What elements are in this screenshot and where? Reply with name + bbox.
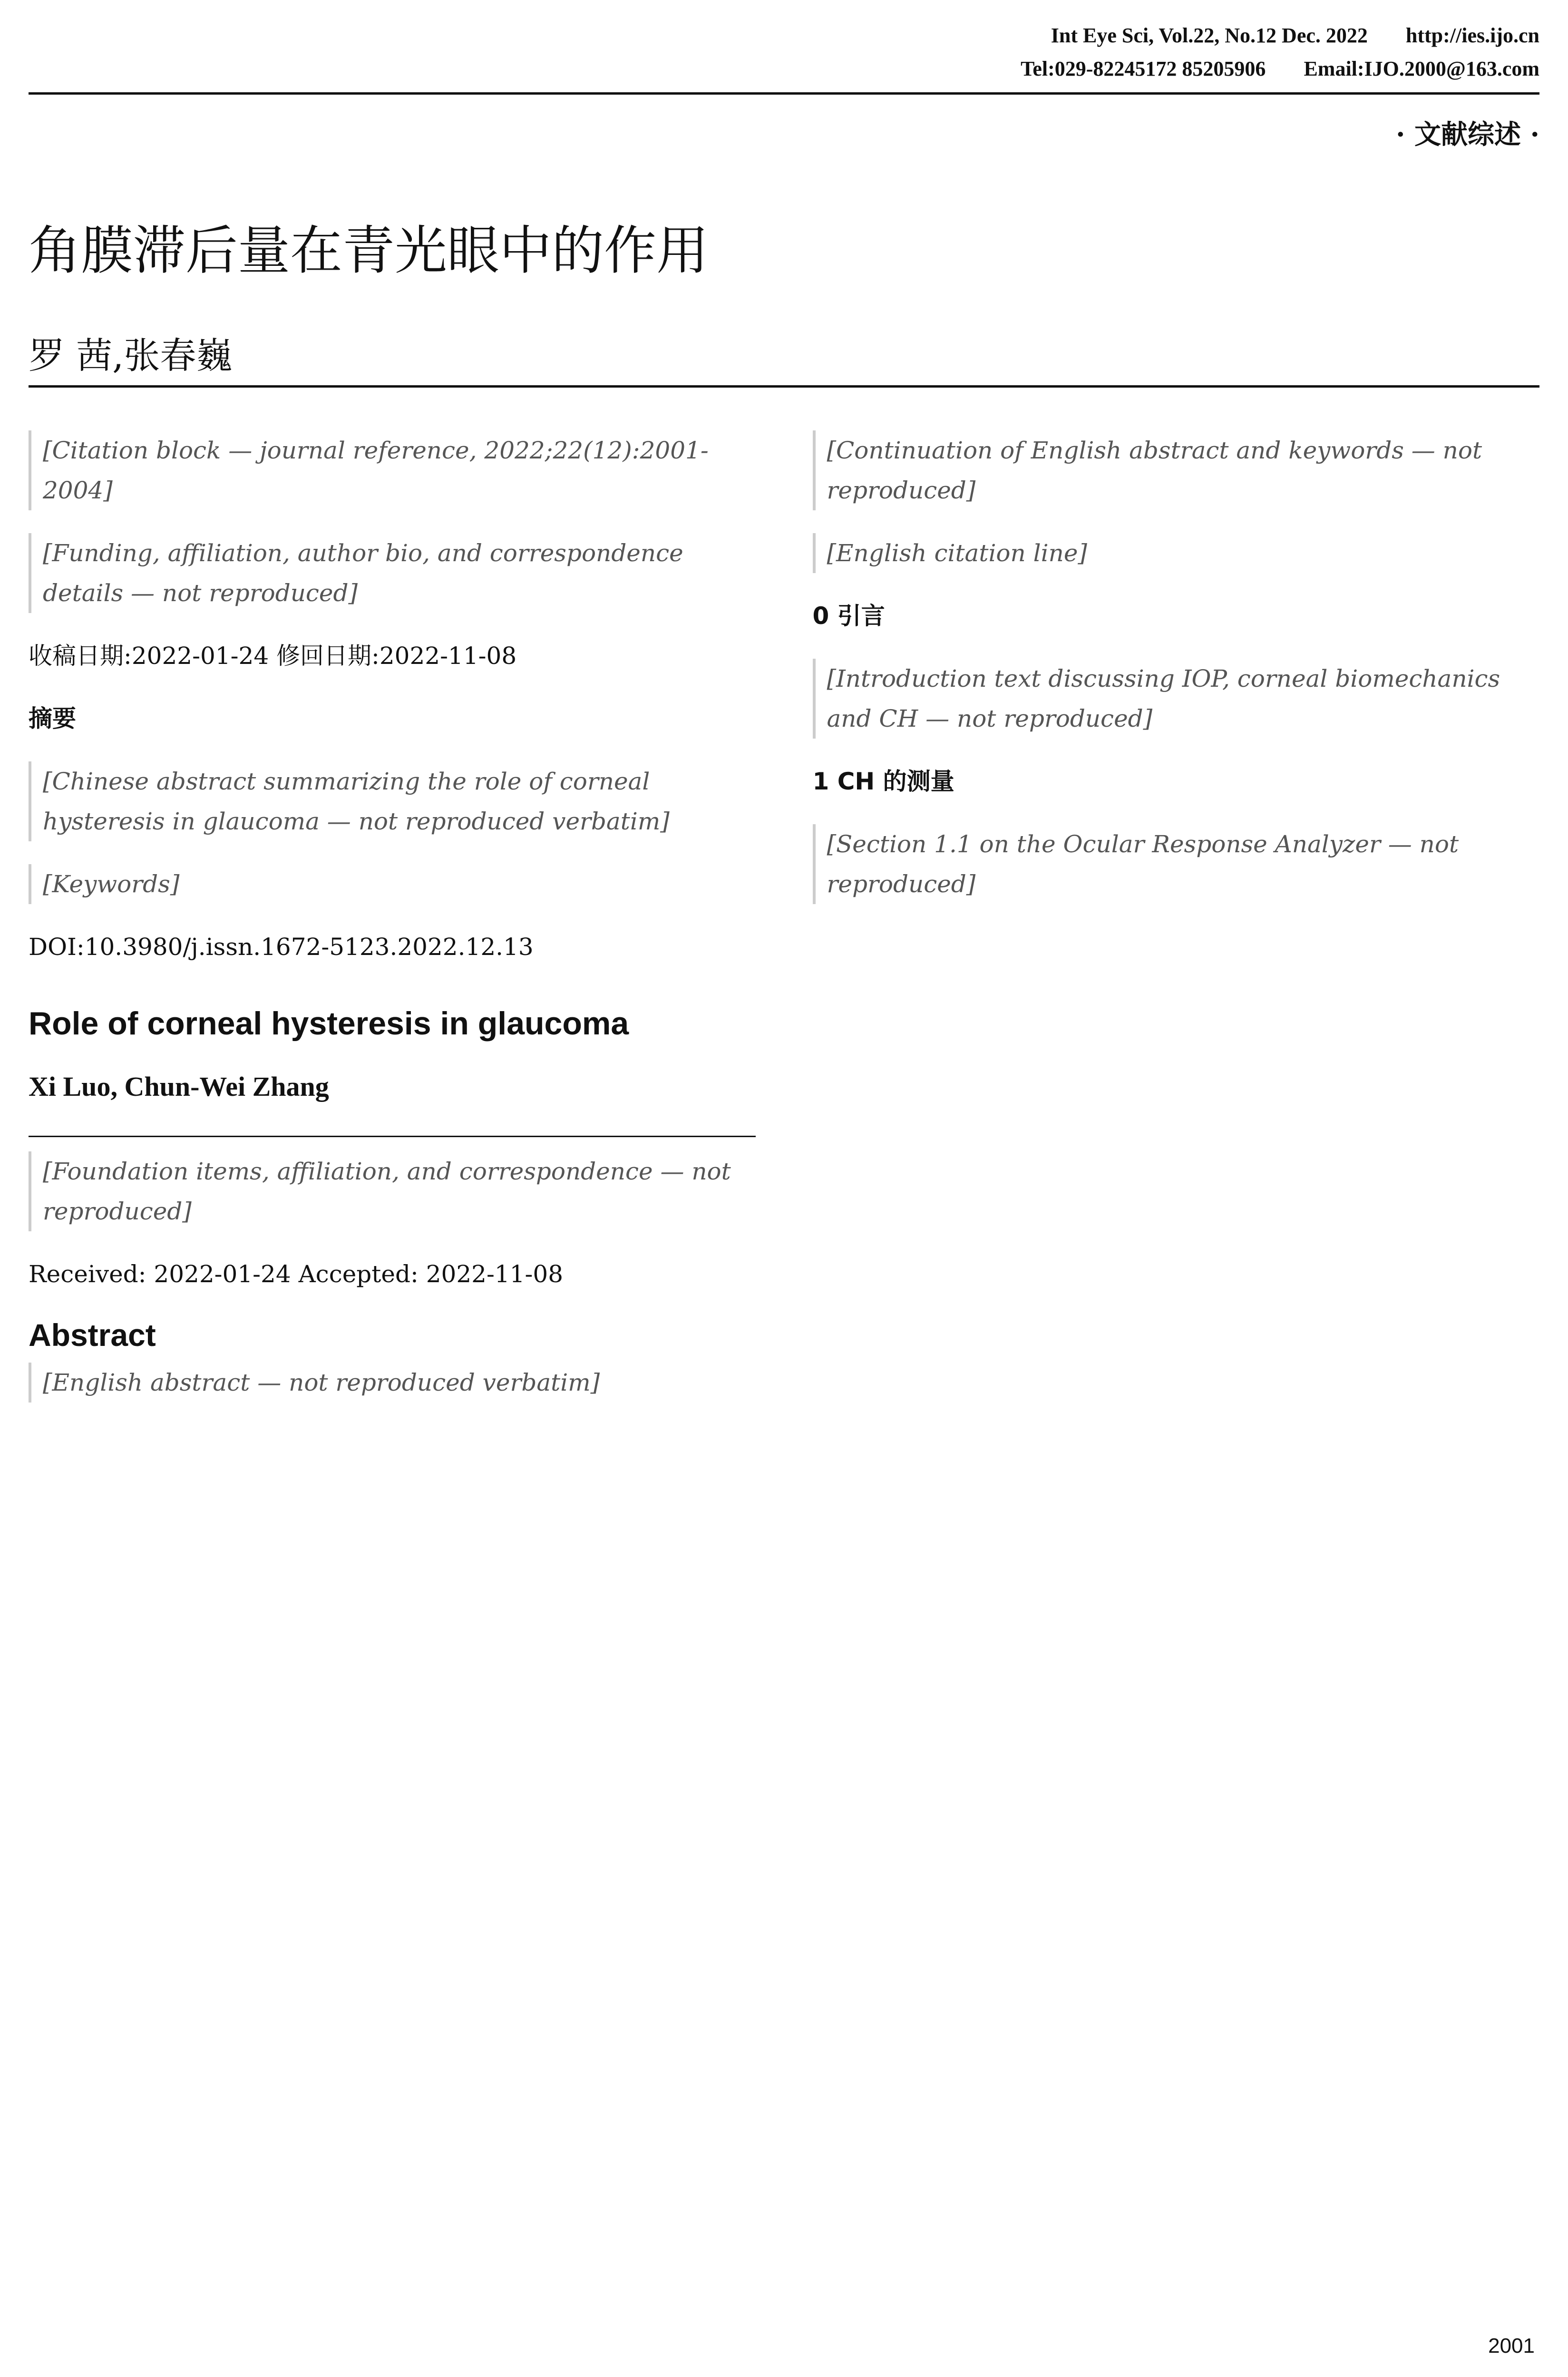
abstract-label: 摘要 [29, 705, 76, 732]
received-en: Received: 2022-01-24 Accepted: 2022-11-08 [29, 1260, 563, 1288]
body-columns [29, 430, 1539, 1425]
intro-body: [Introduction text discussing IOP, corneal biomechanics and CH — not reproduced] [813, 659, 1540, 739]
right-column [813, 430, 1540, 1425]
article-authors: 罗 茜,张春巍 [29, 334, 233, 377]
english-metadata: [Foundation items, affiliation, and correspondence — not reproduced] [29, 1151, 756, 1231]
abstract-en: [English abstract — not reproduced verbatim] [29, 1363, 756, 1403]
citation-block: [Citation block — journal reference, 2022;22(12):2001-2004] [29, 430, 756, 510]
abstract-zh: [Chinese abstract summarizing the role of corneal hysteresis in glaucoma — not reproduced verbatim] [29, 761, 756, 841]
section1-heading: 1 CH 的测量 [812, 768, 954, 795]
abstract-en-label: Abstract [29, 1317, 156, 1353]
title-rule [29, 385, 1539, 388]
keywords-zh: [Keywords] [29, 864, 756, 904]
page [29, 19, 1539, 2358]
article-title: 角膜滞后量在青光眼中的作用 [29, 220, 709, 281]
metadata-block: [Funding, affiliation, author bio, and correspondence details — not reproduced] [29, 533, 756, 613]
journal-line: Int Eye Sci, Vol.22, No.12 Dec. 2022 [1051, 24, 1368, 47]
running-header [29, 19, 1539, 52]
received-dates: 收稿日期:2022-01-24 修回日期:2022-11-08 [29, 642, 517, 670]
page-number: 2001 [1488, 2334, 1535, 2358]
citation-en: [English citation line] [813, 533, 1540, 573]
left-column [29, 430, 756, 1425]
english-rule [29, 1136, 756, 1137]
english-title: Role of corneal hysteresis in glaucoma [29, 1005, 629, 1042]
header-rule [29, 92, 1539, 95]
section-tag: · 文献综述 · [1396, 119, 1539, 150]
intro-heading: 0 引言 [812, 602, 885, 630]
journal-url[interactable]: http://ies.ijo.cn [1405, 24, 1539, 47]
contact-header [29, 52, 1539, 86]
section11-body: [Section 1.1 on the Ocular Response Analyzer — not reproduced] [813, 824, 1540, 904]
tel-line: Tel:029-82245172 85205906 [1021, 57, 1266, 80]
doi[interactable]: DOI:10.3980/j.issn.1672-5123.2022.12.13 [29, 933, 534, 961]
english-authors: Xi Luo, Chun-Wei Zhang [29, 1071, 329, 1102]
abstract-en-cont: [Continuation of English abstract and keywords — not reproduced] [813, 430, 1540, 510]
email-line: Email:IJO.2000@163.com [1304, 57, 1539, 80]
